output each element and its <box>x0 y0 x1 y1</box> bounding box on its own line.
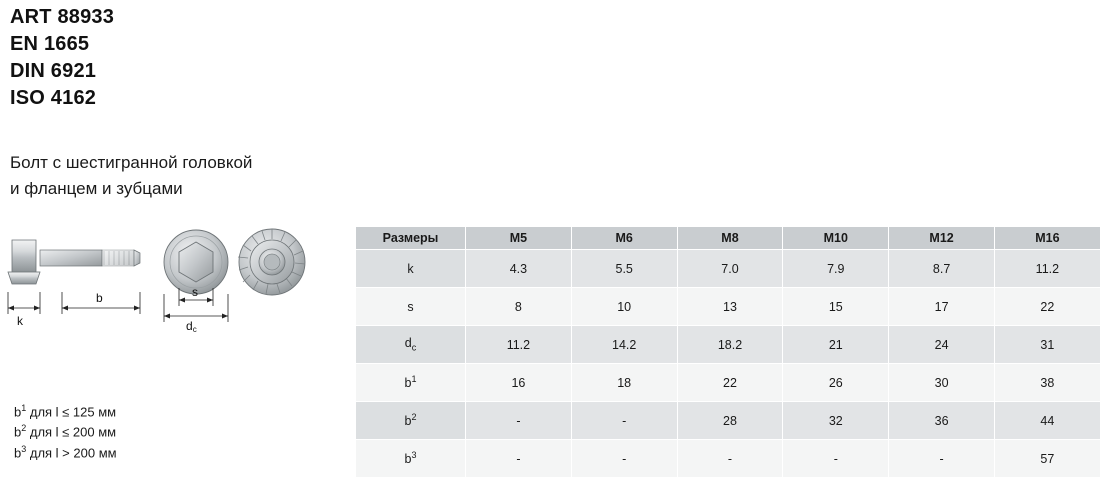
footnote-b1-text: для l ≤ 125 мм <box>26 404 117 420</box>
footnote-b1 <box>14 400 314 420</box>
bolt-bottom-view <box>238 229 305 295</box>
cell-b3-m5: - <box>466 440 572 478</box>
svg-text:k: k <box>17 314 23 328</box>
footnote-b2 <box>14 420 314 440</box>
cell-dc-m6: 14.2 <box>571 326 677 364</box>
cell-dc-m16: 31 <box>994 326 1100 364</box>
footnote-b1-marker: b <box>14 404 22 420</box>
cell-s-m6: 10 <box>571 288 677 326</box>
cell-b1-m6: 18 <box>571 364 677 402</box>
cell-b3-m8: - <box>677 440 783 478</box>
row-label-k-text: k <box>407 261 414 276</box>
row-label-dc <box>356 326 466 364</box>
description-line-2: и фланцем и зубцами <box>10 179 183 198</box>
cell-k-m16: 11.2 <box>994 250 1100 288</box>
cell-b1-m8: 22 <box>677 364 783 402</box>
table-header-m6: M6 <box>571 227 677 250</box>
cell-k-m8: 7.0 <box>677 250 783 288</box>
table-body <box>356 250 1101 478</box>
row-label-b2 <box>356 402 466 440</box>
cell-b2-m8: 28 <box>677 402 783 440</box>
standard-din: DIN 6921 <box>10 60 97 82</box>
footnote-b1-sup: 1 <box>21 403 27 413</box>
cell-b1-m10: 26 <box>783 364 889 402</box>
cell-b1-m12: 30 <box>889 364 995 402</box>
cell-k-m10: 7.9 <box>783 250 889 288</box>
cell-b3-m12: - <box>889 440 995 478</box>
cell-s-m10: 15 <box>783 288 889 326</box>
cell-b1-m16: 38 <box>994 364 1100 402</box>
dimensions-table <box>355 226 1101 478</box>
footnote-b2-text: для l ≤ 200 мм <box>26 424 117 440</box>
cell-k-m5: 4.3 <box>466 250 572 288</box>
cell-s-m12: 17 <box>889 288 995 326</box>
cell-b2-m5: - <box>466 402 572 440</box>
cell-b2-m16: 44 <box>994 402 1100 440</box>
cell-b2-m6: - <box>571 402 677 440</box>
cell-dc-m5: 11.2 <box>466 326 572 364</box>
table-row <box>356 402 1101 440</box>
row-label-b1-sup: 1 <box>411 374 417 385</box>
row-label-b2-sup: 2 <box>411 412 417 423</box>
table-header-m10: M10 <box>783 227 889 250</box>
cell-k-m12: 8.7 <box>889 250 995 288</box>
table-row <box>356 288 1101 326</box>
table-header-dimensions: Размеры <box>356 227 466 250</box>
footnote-b2-sup: 2 <box>21 423 27 434</box>
standard-iso: ISO 4162 <box>10 87 97 109</box>
row-label-b3-text: b <box>404 452 412 467</box>
technical-drawing <box>0 222 330 342</box>
table-header-m8: M8 <box>677 227 783 250</box>
row-label-b3 <box>356 440 466 478</box>
row-label-b1-text: b <box>404 376 412 391</box>
row-label-b2-text: b <box>404 414 412 429</box>
cell-b3-m10: - <box>783 440 889 478</box>
row-label-s <box>356 288 466 326</box>
footnote-b3 <box>14 441 314 461</box>
cell-b1-m5: 16 <box>466 364 572 402</box>
dimensions-table-wrap <box>355 226 1100 478</box>
bolt-side-view <box>8 240 140 328</box>
standards-list <box>10 4 310 112</box>
cell-s-m5: 8 <box>466 288 572 326</box>
description-line-1: Болт с шестигранной головкой <box>10 153 253 172</box>
row-label-b1 <box>356 364 466 402</box>
table-header-m12: M12 <box>889 227 995 250</box>
cell-b2-m10: 32 <box>783 402 889 440</box>
cell-k-m6: 5.5 <box>571 250 677 288</box>
product-description <box>10 150 350 202</box>
cell-s-m8: 13 <box>677 288 783 326</box>
row-label-dc-sub: c <box>411 342 417 353</box>
table-header-m16: M16 <box>994 227 1100 250</box>
footnotes <box>14 400 314 461</box>
cell-b3-m6: - <box>571 440 677 478</box>
table-header-m5: M5 <box>466 227 572 250</box>
row-label-k <box>356 250 466 288</box>
cell-s-m16: 22 <box>994 288 1100 326</box>
cell-b2-m12: 36 <box>889 402 995 440</box>
standard-art: ART 88933 <box>10 6 115 28</box>
svg-text:s: s <box>192 285 198 299</box>
table-row <box>356 364 1101 402</box>
footnote-b3-sup: 3 <box>21 443 27 454</box>
svg-text:b: b <box>96 291 103 305</box>
footnote-b2-marker: b <box>14 424 22 440</box>
table-header-row <box>356 227 1101 250</box>
table-row <box>356 440 1101 478</box>
row-label-dc-text: d <box>404 336 412 351</box>
bolt-top-view <box>164 230 228 334</box>
cell-dc-m12: 24 <box>889 326 995 364</box>
cell-dc-m8: 18.2 <box>677 326 783 364</box>
footnote-b3-marker: b <box>14 444 22 460</box>
row-label-b3-sup: 3 <box>411 450 417 461</box>
footnote-b3-text: для l > 200 мм <box>26 444 117 460</box>
table-row <box>356 250 1101 288</box>
cell-dc-m10: 21 <box>783 326 889 364</box>
standard-en: EN 1665 <box>10 33 90 55</box>
row-label-s-text: s <box>407 299 414 314</box>
svg-text:dc: dc <box>186 319 197 334</box>
cell-b3-m16: 57 <box>994 440 1100 478</box>
table-row <box>356 326 1101 364</box>
